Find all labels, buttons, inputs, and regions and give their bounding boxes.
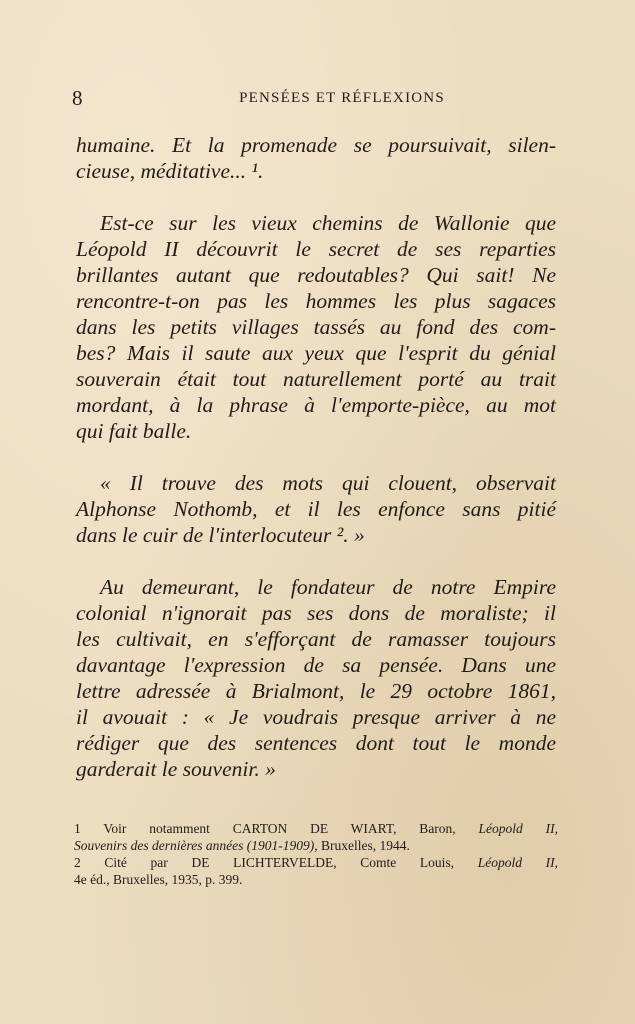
footnotes: [74, 820, 558, 888]
footnote-text: Voir notamment CARTON DE WIART, Baron,: [80, 821, 479, 836]
text-line: cieuse, méditative... ¹.: [76, 159, 264, 183]
text-line: garderait le souvenir. »: [76, 757, 276, 781]
text-line: davantage l'expression de sa pensée. Dans une: [76, 653, 556, 677]
footnote-line: [74, 837, 558, 854]
paragraph-3: [76, 470, 556, 548]
text-line: humaine. Et la promenade se poursuivait, silen-: [76, 133, 556, 157]
text-line: bes? Mais il saute aux yeux que l'esprit du génial: [76, 341, 556, 365]
footnote-title: Léopold II,: [478, 821, 558, 836]
running-head: PENSÉES ET RÉFLEXIONS: [239, 90, 445, 106]
paragraph-2: [76, 210, 556, 444]
footnote-title: Léopold II,: [477, 855, 558, 870]
text-line: souverain était tout naturellement porté au trait: [76, 367, 556, 391]
text-line: colonial n'ignorait pas ses dons de moraliste; il: [76, 601, 556, 625]
footnote-marker: 1: [74, 821, 81, 836]
text-line: Alphonse Nothomb, et il les enfonce sans pitié: [76, 497, 556, 521]
text-line: Léopold II découvrit le secret de ses reparties: [76, 237, 556, 261]
text-line: Est-ce sur les vieux chemins de Wallonie que: [100, 211, 556, 235]
page-header: [72, 88, 552, 110]
body-text: [76, 132, 556, 808]
text-line: lettre adressée à Brialmont, le 29 octobre 1861,: [76, 679, 556, 703]
footnote-1: [74, 820, 558, 854]
text-line: les cultivait, en s'efforçant de ramasser toujours: [76, 627, 556, 651]
footnote-text: Cité par DE LICHTERVELDE, Comte Louis,: [80, 855, 478, 870]
text-line: rencontre-t-on pas les hommes les plus sagaces: [76, 289, 556, 313]
footnote-text: , Bruxelles, 1944.: [314, 838, 410, 853]
text-line: « Il trouve des mots qui clouent, observait: [100, 471, 556, 495]
text-line: dans les petits villages tassés au fond des com-: [76, 315, 556, 339]
paragraph-1: [76, 132, 556, 184]
text-line: brillantes autant que redoutables? Qui sait! Ne: [76, 263, 556, 287]
footnote-title: Souvenirs des dernières années (1901-1909): [74, 838, 315, 853]
footnote-2: [74, 854, 558, 888]
text-line: mordant, à la phrase à l'emporte-pièce, au mot: [76, 393, 556, 417]
footnote-marker: 2: [74, 855, 81, 870]
footnote-line: 4e éd., Bruxelles, 1935, p. 399.: [74, 872, 243, 887]
text-line: rédiger que des sentences dont tout le monde: [76, 731, 556, 755]
text-line: qui fait balle.: [76, 419, 192, 443]
paragraph-4: [76, 574, 556, 782]
text-line: dans le cuir de l'interlocuteur ². »: [76, 523, 365, 547]
text-line: il avouait : « Je voudrais presque arriver à ne: [76, 705, 556, 729]
text-line: Au demeurant, le fondateur de notre Empire: [100, 575, 556, 599]
footnote-line: [74, 854, 558, 871]
footnote-line: [74, 820, 558, 837]
page-number: 8: [72, 86, 83, 110]
